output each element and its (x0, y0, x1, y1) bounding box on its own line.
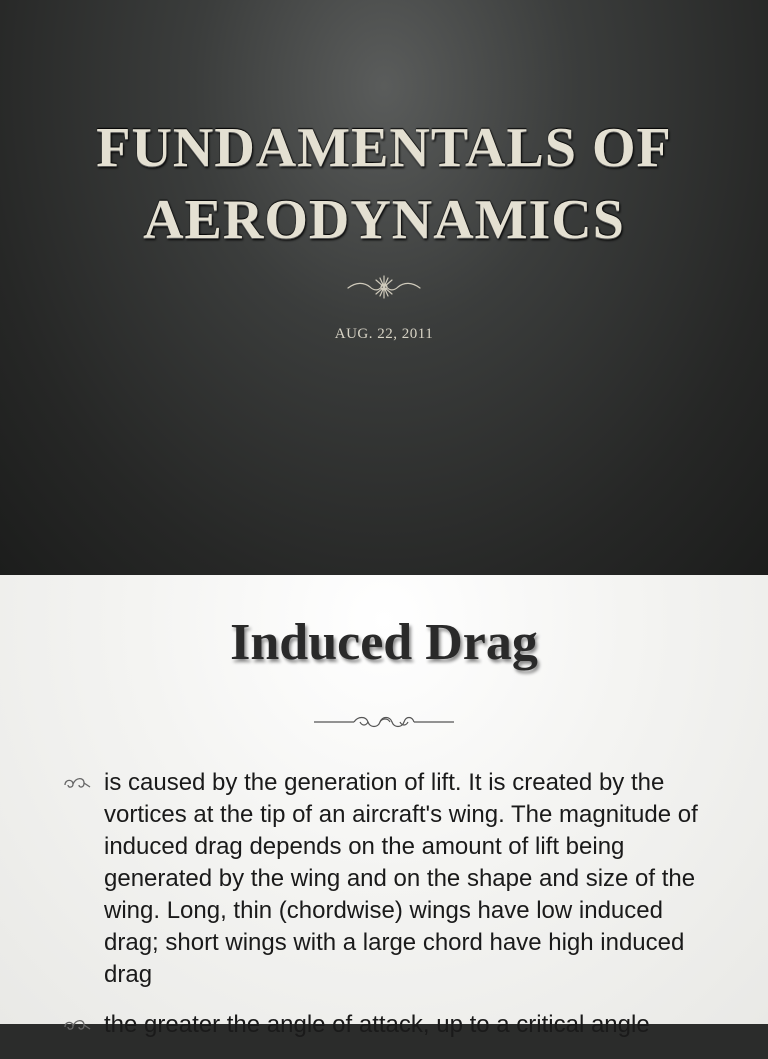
curl-bullet-icon (62, 775, 92, 791)
content-slide (0, 575, 768, 1038)
flourish-ornament-icon (346, 272, 422, 302)
slide-title (0, 112, 768, 256)
slide-title-line-2: AERODYNAMICS (143, 189, 625, 251)
scroll-divider-icon (314, 713, 454, 731)
slide-date: AUG. 22, 2011 (334, 326, 434, 342)
bullet-item-2 (62, 1009, 712, 1041)
curl-bullet-icon (62, 1017, 92, 1033)
bullet-text-1: is caused by the generation of lift. It is created by the vortices at the tip of an aircraft's wing. The magnitude of induced drag depends on the amount of lift being generated by the wing and on the shape and size of the wing. Long, thin (chordwise) wings have low induced drag; short wings with a large chord have high induced drag (104, 769, 698, 988)
slide-title-line-1: FUNDAMENTALS OF (96, 117, 672, 179)
bullet-list (62, 767, 712, 1059)
slide-heading: Induced Drag (230, 614, 538, 671)
bullet-item-1 (62, 767, 712, 991)
bullet-text-2: the greater the angle of attack, up to a critical angle (104, 1011, 650, 1038)
